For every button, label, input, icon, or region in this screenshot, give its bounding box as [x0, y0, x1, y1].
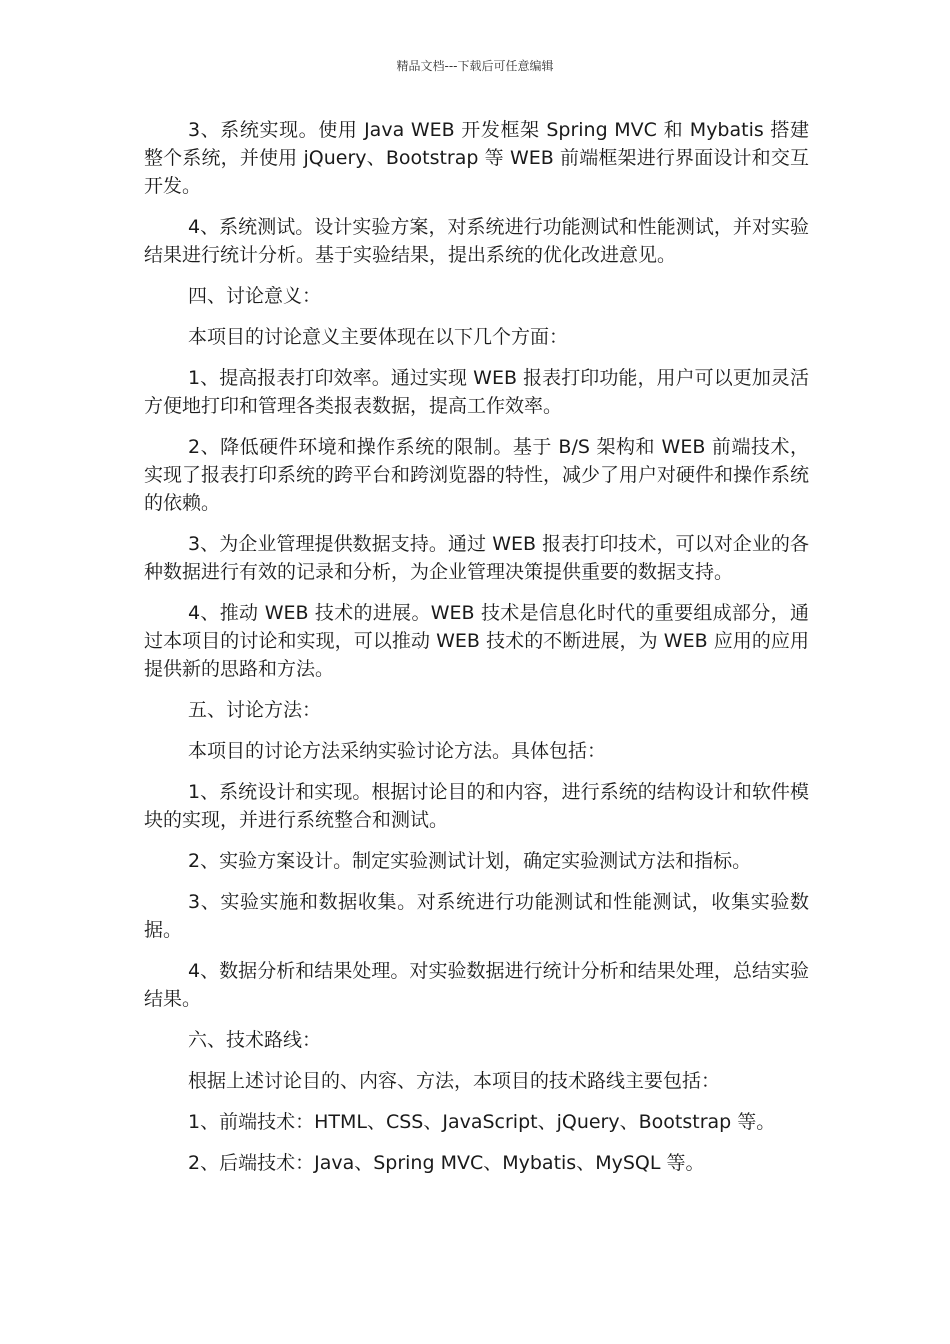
section-heading-significance: 四、讨论意义： [188, 285, 322, 307]
paragraph-significance-1: 1、提高报表打印效率。通过实现 WEB 报表打印功能，用户可以更加灵活方便地打印和管理各类报表数据，提高工作效率。 [144, 367, 809, 417]
paragraph-methods-1: 1、系统设计和实现。根据讨论目的和内容，进行系统的结构设计和软件模块的实现，并进行系统整合和测试。 [144, 781, 809, 831]
document-body [144, 116, 809, 1190]
section-heading-tech-route: 六、技术路线： [188, 1029, 322, 1051]
paragraph-methods-4: 4、数据分析和结果处理。对实验数据进行统计分析和结果处理，总结实验结果。 [144, 960, 809, 1010]
page-header: 精品文档---下载后可任意编辑 [396, 59, 554, 73]
paragraph-system-testing: 4、系统测试。设计实验方案，对系统进行功能测试和性能测试，并对实验结果进行统计分析。基于实验结果，提出系统的优化改进意见。 [144, 216, 809, 266]
paragraph-methods-3: 3、实验实施和数据收集。对系统进行功能测试和性能测试，收集实验数据。 [144, 891, 809, 941]
paragraph-tech-backend: 2、后端技术：Java、Spring MVC、Mybatis、MySQL 等。 [188, 1152, 705, 1174]
paragraph-methods-intro: 本项目的讨论方法采纳实验讨论方法。具体包括： [188, 740, 607, 762]
paragraph-significance-2: 2、降低硬件环境和操作系统的限制。基于 B/S 架构和 WEB 前端技术，实现了报表打印系统的跨平台和跨浏览器的特性，减少了用户对硬件和操作系统的依赖。 [144, 436, 810, 514]
paragraph-methods-2: 2、实验方案设计。制定实验测试计划，确定实验测试方法和指标。 [188, 850, 752, 872]
paragraph-significance-3: 3、为企业管理提供数据支持。通过 WEB 报表打印技术，可以对企业的各种数据进行有效的记录和分析，为企业管理决策提供重要的数据支持。 [144, 533, 809, 583]
paragraph-significance-4: 4、推动 WEB 技术的进展。WEB 技术是信息化时代的重要组成部分，通过本项目的讨论和实现，可以推动 WEB 技术的不断进展，为 WEB 应用的应用提供新的思路和方法。 [144, 602, 809, 680]
paragraph-tech-route-intro: 根据上述讨论目的、内容、方法，本项目的技术路线主要包括： [188, 1070, 721, 1092]
paragraph-system-implementation: 3、系统实现。使用 Java WEB 开发框架 Spring MVC 和 Mybatis 搭建整个系统，并使用 jQuery、Bootstrap 等 WEB 前端框架进行界面设计和交互开发。 [144, 119, 809, 197]
paragraph-significance-intro: 本项目的讨论意义主要体现在以下几个方面： [188, 326, 569, 348]
paragraph-tech-frontend: 1、前端技术：HTML、CSS、JavaScript、jQuery、Bootstrap 等。 [188, 1111, 776, 1133]
section-heading-methods: 五、讨论方法： [188, 699, 322, 721]
